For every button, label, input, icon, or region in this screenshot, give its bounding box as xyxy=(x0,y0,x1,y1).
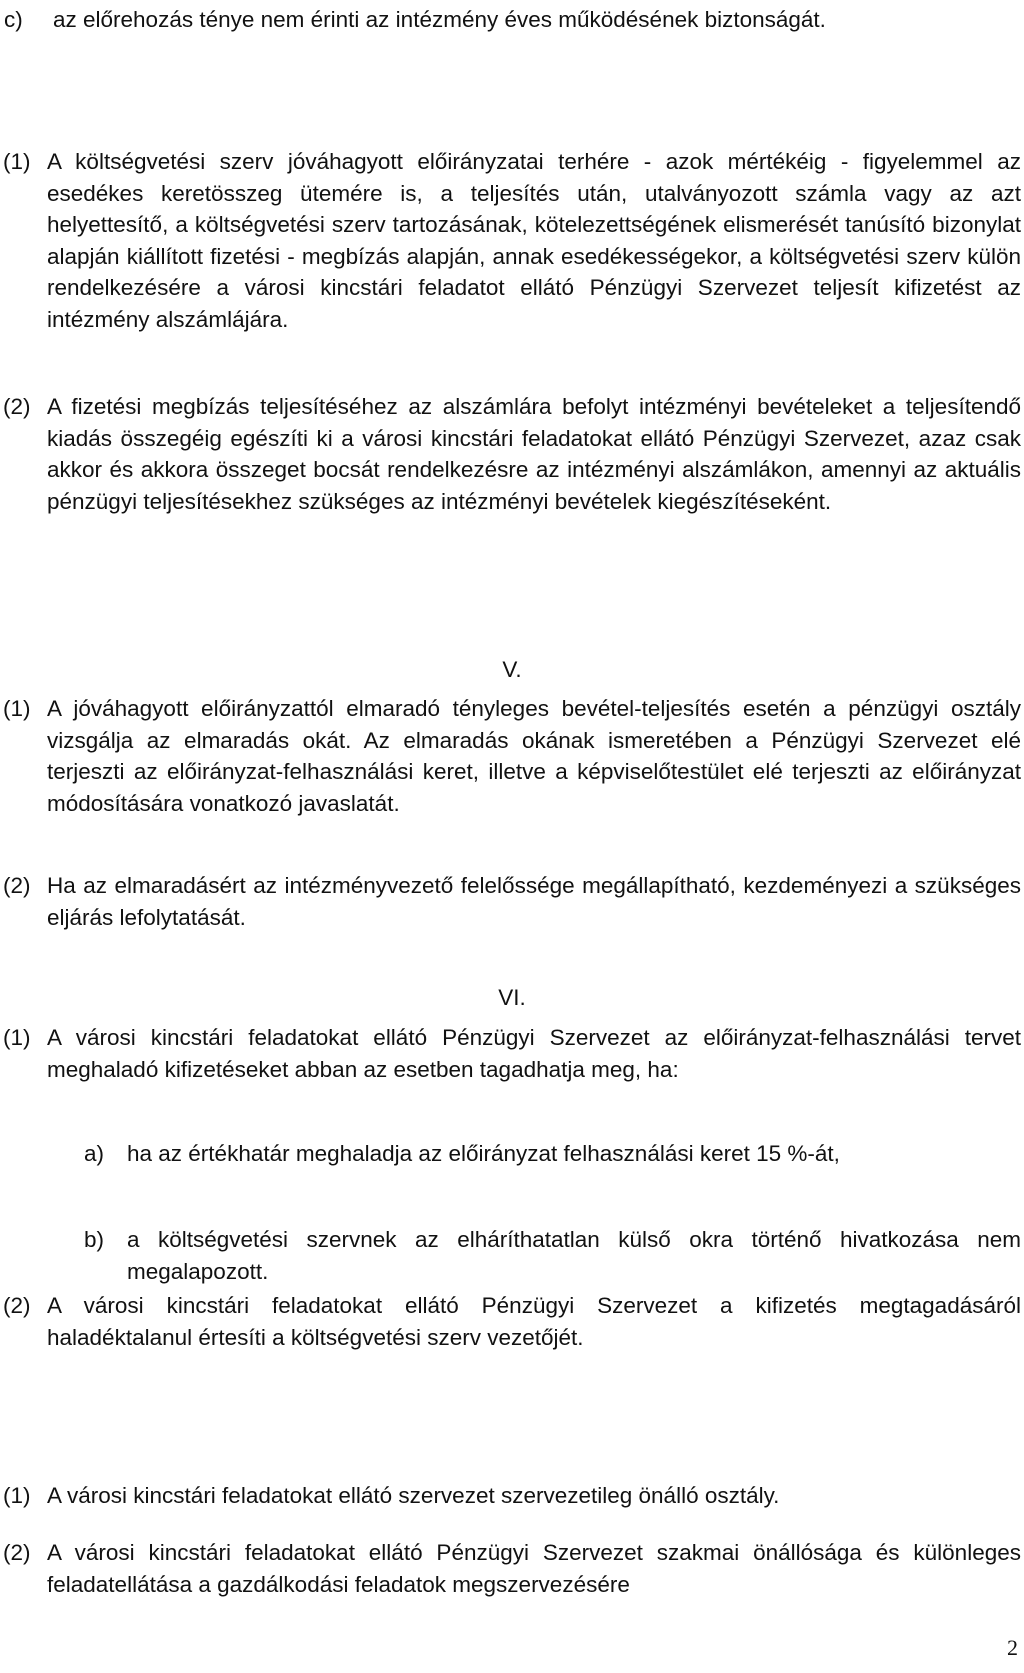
paragraph-text: A városi kincstári feladatokat ellátó szervezet szervezetileg önálló osztály. xyxy=(47,1483,780,1508)
paragraph-number: (2) xyxy=(3,394,31,419)
list-item-label: a) xyxy=(84,1141,105,1166)
paragraph-text: Ha az elmaradásért az intézményvezető felelőssége megállapítható, kezdeményezi a szükséges eljárás lefolytatását. xyxy=(47,873,1021,930)
paragraph-text: A költségvetési szerv jóváhagyott előirányzatai terhére - azok mértékéig - figyelemmel az esedékes keretösszeg ütemére is, a teljesítés után, utalványozott számla vagy az azt helyettesítő, a költségvetési szerv tartozásának, kötelezettségének elismerését tanúsító bizonylat alapján kiállított fizetési - megbízás alapján, annak esedékességekor, a költségvetési szerv külön rendelkezésére a városi kincstári feladatot ellátó Pénzügyi Szervezet teljesít kifizetést az intézmény alszámlájára. xyxy=(47,149,1021,332)
paragraph-number: (2) xyxy=(3,1540,31,1565)
paragraph-number: (1) xyxy=(3,149,31,174)
section-5-heading: V. xyxy=(502,657,522,682)
list-item-text: a költségvetési szervnek az elháríthatatlan külső okra történő hivatkozása nem megalapozott. xyxy=(127,1227,1021,1284)
list-item-text: ha az értékhatár meghaladja az előirányzat felhasználási keret 15 %-át, xyxy=(127,1141,840,1166)
paragraph-number: (1) xyxy=(3,696,31,721)
list-item-label: c) xyxy=(4,7,23,32)
list-item-label: b) xyxy=(84,1227,105,1252)
section-6-heading: VI. xyxy=(498,985,526,1010)
page-number: 2 xyxy=(1007,1635,1018,1660)
paragraph-text: A városi kincstári feladatokat ellátó Pénzügyi Szervezet a kifizetés megtagadásáról haladéktalanul értesíti a költségvetési szerv vezetőjét. xyxy=(47,1293,1021,1350)
paragraph-number: (1) xyxy=(3,1483,31,1508)
paragraph-text: A városi kincstári feladatokat ellátó Pénzügyi Szervezet az előirányzat-felhasználási tervet meghaladó kifizetéseket abban az esetben tagadhatja meg, ha: xyxy=(47,1025,1021,1082)
list-item-text: az előrehozás ténye nem érinti az intézmény éves működésének biztonságát. xyxy=(53,7,826,32)
paragraph-number: (1) xyxy=(3,1025,31,1050)
paragraph-text: A fizetési megbízás teljesítéséhez az alszámlára befolyt intézményi bevételeket a teljesítendő kiadás összegéig egészíti ki a városi kincstári feladatokat ellátó Pénzügyi Szervezet, azaz csak akkor és akkora összeget bocsát rendelkezésre az intézményi alszámlákon, amennyi az aktuális pénzügyi teljesítésekhez szükséges az intézményi bevételek kiegészítéseként. xyxy=(47,394,1021,514)
paragraph-number: (2) xyxy=(3,873,31,898)
paragraph-text: A városi kincstári feladatokat ellátó Pénzügyi Szervezet szakmai önállósága és különleges feladatellátása a gazdálkodási feladatok megszervezésére xyxy=(47,1540,1021,1597)
paragraph-number: (2) xyxy=(3,1293,31,1318)
paragraph-text: A jóváhagyott előirányzattól elmaradó tényleges bevétel-teljesítés esetén a pénzügyi osztály vizsgálja az elmaradás okát. Az elmaradás okának ismeretében a Pénzügyi Szervezet elé terjeszti az előirányzat-felhasználási keret, illetve a képviselőtestület elé terjeszti az előirányzat módosítására vonatkozó javaslatát. xyxy=(47,696,1021,816)
